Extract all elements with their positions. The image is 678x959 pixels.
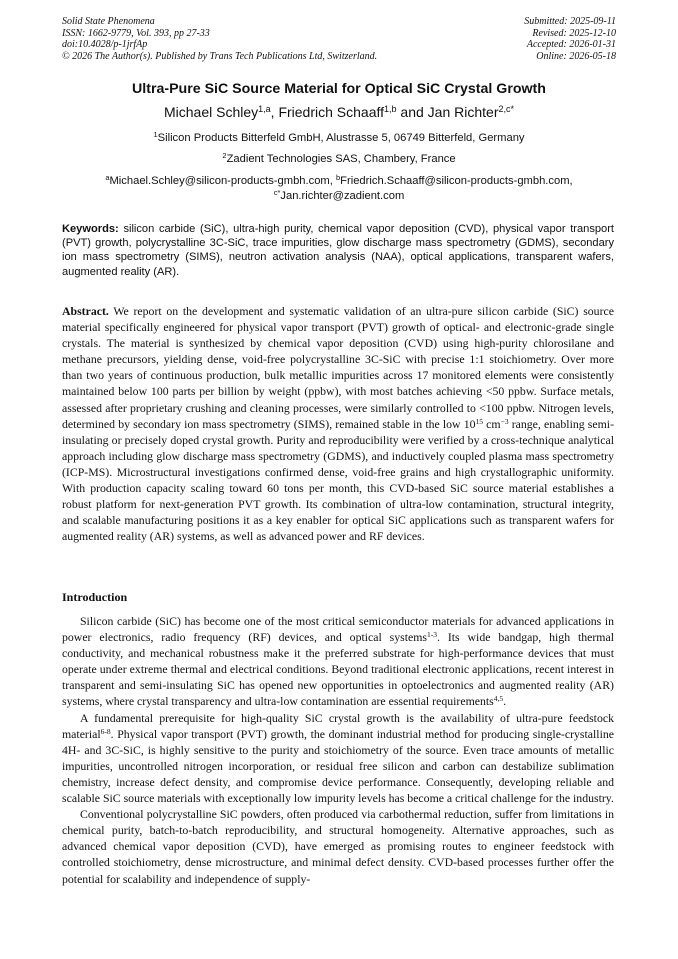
affiliation-2 <box>40 153 638 165</box>
author-superscript: 2,c* <box>498 104 514 114</box>
citation-ref[interactable]: 6-8 <box>100 726 111 736</box>
email-superscript: a <box>105 173 110 182</box>
introduction-body <box>62 613 614 887</box>
abstract-text: cm <box>483 416 501 431</box>
issn-volume: ISSN: 1662-9779, Vol. 393, pp 27-33 <box>62 27 210 39</box>
citation-ref[interactable]: 1-3 <box>427 630 438 640</box>
affiliation-number: 1 <box>153 130 158 139</box>
abstract-text: We report on the development and systematic validation of an ultra-pure silicon carbide (SiC) source material specifically engineered for physical vapor transport (PVT) growth of optical- and electronic-grade single crystals. The material is synthesized by chemical vapor deposition (CVD) using high-purity chlorosilane and methane precursors, yielding dense, void-free polycrystalline 3C-SiC with precise 1:1 stoichiometry. Over more than two years of continuous production, bulk metallic impurities across 17 monitored elements were consistently maintained below 100 parts per billion by weight (ppbw), with most batches achieving <50 ppbw. Surface metals, assessed after proprietary crushing and cleaning processes, were similarly controlled to <100 ppbw. Nitrogen levels, determined by secondary ion mass spectrometry (SIMS), remained stable in the low 10 <box>62 304 614 431</box>
email-superscript: b <box>335 173 341 182</box>
paragraph <box>62 806 614 886</box>
abstract-section <box>62 303 614 544</box>
email-superscript: c* <box>273 188 281 197</box>
submitted-date: Submitted: 2025-09-11 <box>524 16 616 27</box>
abstract-text: range, enabling semi-insulating or precisely doped crystal growth. Purity and reproducibility were verified by a cross-technique analytical approach including glow discharge mass spectrometry (GDMS), and inductively coupled plasma mass spectrometry (ICP-MS). Microstructural investigations confirmed dense, void-free grains and high crystallographic uniformity. With production capacity scaling toward 60 tons per month, this CVD-based SiC source material establishes a robust platform for next-generation PVT growth. Its combination of ultra-low contamination, structural integrity, and scalable manufacturing positions it as a key enabler for optical SiC applications such as transparent wafers for augmented reality (AR) systems, as well as advanced power and RF devices. <box>62 416 614 544</box>
accepted-date: Accepted: 2026-01-31 <box>526 39 616 51</box>
paragraph-text: . <box>503 694 507 709</box>
paragraph <box>62 613 614 710</box>
publication-dates <box>524 16 616 62</box>
revised-date: Revised: 2025-12-10 <box>532 27 616 39</box>
author-conjunction: and <box>400 104 424 120</box>
affiliation-text: Silicon Products Bitterfeld GmbH, Alustrasse 5, 06749 Bitterfeld, Germany <box>157 132 525 144</box>
paragraph-text: . Its wide bandgap, high thermal conductivity, and mechanical robustness make it the preferred substrate for high-performance devices that must operate under extreme thermal and electrical conditions. Beyond traditional electronic applications, recent interest in transparent and semi-insulating SiC has opened new opportunities in optoelectronics and augmented reality (AR) systems, where crystal transparency and ultra-low contamination are essential requirements <box>62 630 614 709</box>
keywords-text: silicon carbide (SiC), ultra-high purity, chemical vapor deposition (CVD), physical vapor transport (PVT) growth, polycrystalline 3C-SiC, trace impurities, glow discharge mass spectrometry (GDMS), secondary ion mass spectrometry (SIMS), neutron activation analysis (NAA), optical applications, transparent wafers, augmented reality (AR). <box>62 223 615 278</box>
copyright-notice: © 2026 The Author(s). Published by Trans Tech Publications Ltd, Switzerland. <box>62 50 378 62</box>
email-link[interactable]: Jan.richter@zadient.com <box>280 190 405 202</box>
journal-info <box>62 16 377 62</box>
author-superscript: 1,a <box>258 104 271 114</box>
exponent: 15 <box>475 416 484 426</box>
email-link[interactable]: Friedrich.Schaaff@silicon-products-gmbh.com, <box>340 175 573 187</box>
paragraph-text: Conventional polycrystalline SiC powders, often produced via carbothermal reduction, suffer from limitations in chemical purity, batch-to-batch reproducibility, and structural homogeneity. Alternative approaches, such as advanced chemical vapor deposition (CVD), have emerged as promising routes to engineer feedstock with controlled stoichiometry, dense microstructure, and minimal defect density. CVD-based processes further offer the potential for scalability and independence of supply- <box>62 807 614 886</box>
keywords-label: Keywords: <box>62 223 119 235</box>
keywords-section <box>62 222 614 279</box>
paragraph-text: A fundamental prerequisite for high-quality SiC crystal growth is the availability of ultra-pure feedstock material <box>62 710 614 741</box>
affiliation-number: 2 <box>222 151 227 160</box>
section-heading: Introduction <box>62 590 128 604</box>
affiliation-text: Zadient Technologies SAS, Chambery, France <box>226 153 456 165</box>
email-link[interactable]: Michael.Schley@silicon-products-gmbh.com, <box>109 175 333 187</box>
author-name: Michael Schley <box>163 104 259 120</box>
journal-name: Solid State Phenomena <box>62 16 155 27</box>
paragraph-text: Silicon carbide (SiC) has become one of the most critical semiconductor materials for advanced applications in power electronics, radio frequency (RF) devices, and optical systems <box>62 614 614 645</box>
author-list: Michael Schley$^{1,a}$, Friedrich Schaaff$^{1,b}$ and Jan Richter$^{2,c*}$ <box>163 104 514 120</box>
author-superscript: 1,b <box>384 104 397 114</box>
paper-title: Ultra-Pure SiC Source Material for Optical SiC Crystal Growth <box>132 81 546 97</box>
author-name: Friedrich Schaaff <box>278 104 385 120</box>
abstract-label: Abstract. <box>62 304 109 318</box>
exponent: −3 <box>500 416 509 426</box>
paragraph-text: . Physical vapor transport (PVT) growth, the dominant industrial method for producing single-crystalline 4H- and 3C-SiC, is highly sensitive to the purity and stoichiometry of the source. Even trace amounts of metallic impurities, uncontrolled nitrogen incorporation, or residual free silicon and carbon can destabilize sublimation chemistry, increase defect density, and compromise device performance. Consequently, developing reliable and scalable SiC source materials with exceptionally low impurity levels has become a critical challenge for the industry. <box>62 726 614 806</box>
doi: doi:10.4028/p-1jrfAp <box>62 39 148 51</box>
affiliation-1 <box>40 132 638 144</box>
online-date: Online: 2026-05-18 <box>536 50 616 62</box>
paragraph <box>62 710 614 807</box>
author-name: Jan Richter <box>427 104 499 120</box>
author-emails <box>40 174 638 204</box>
citation-ref[interactable]: 4,5 <box>493 694 504 704</box>
